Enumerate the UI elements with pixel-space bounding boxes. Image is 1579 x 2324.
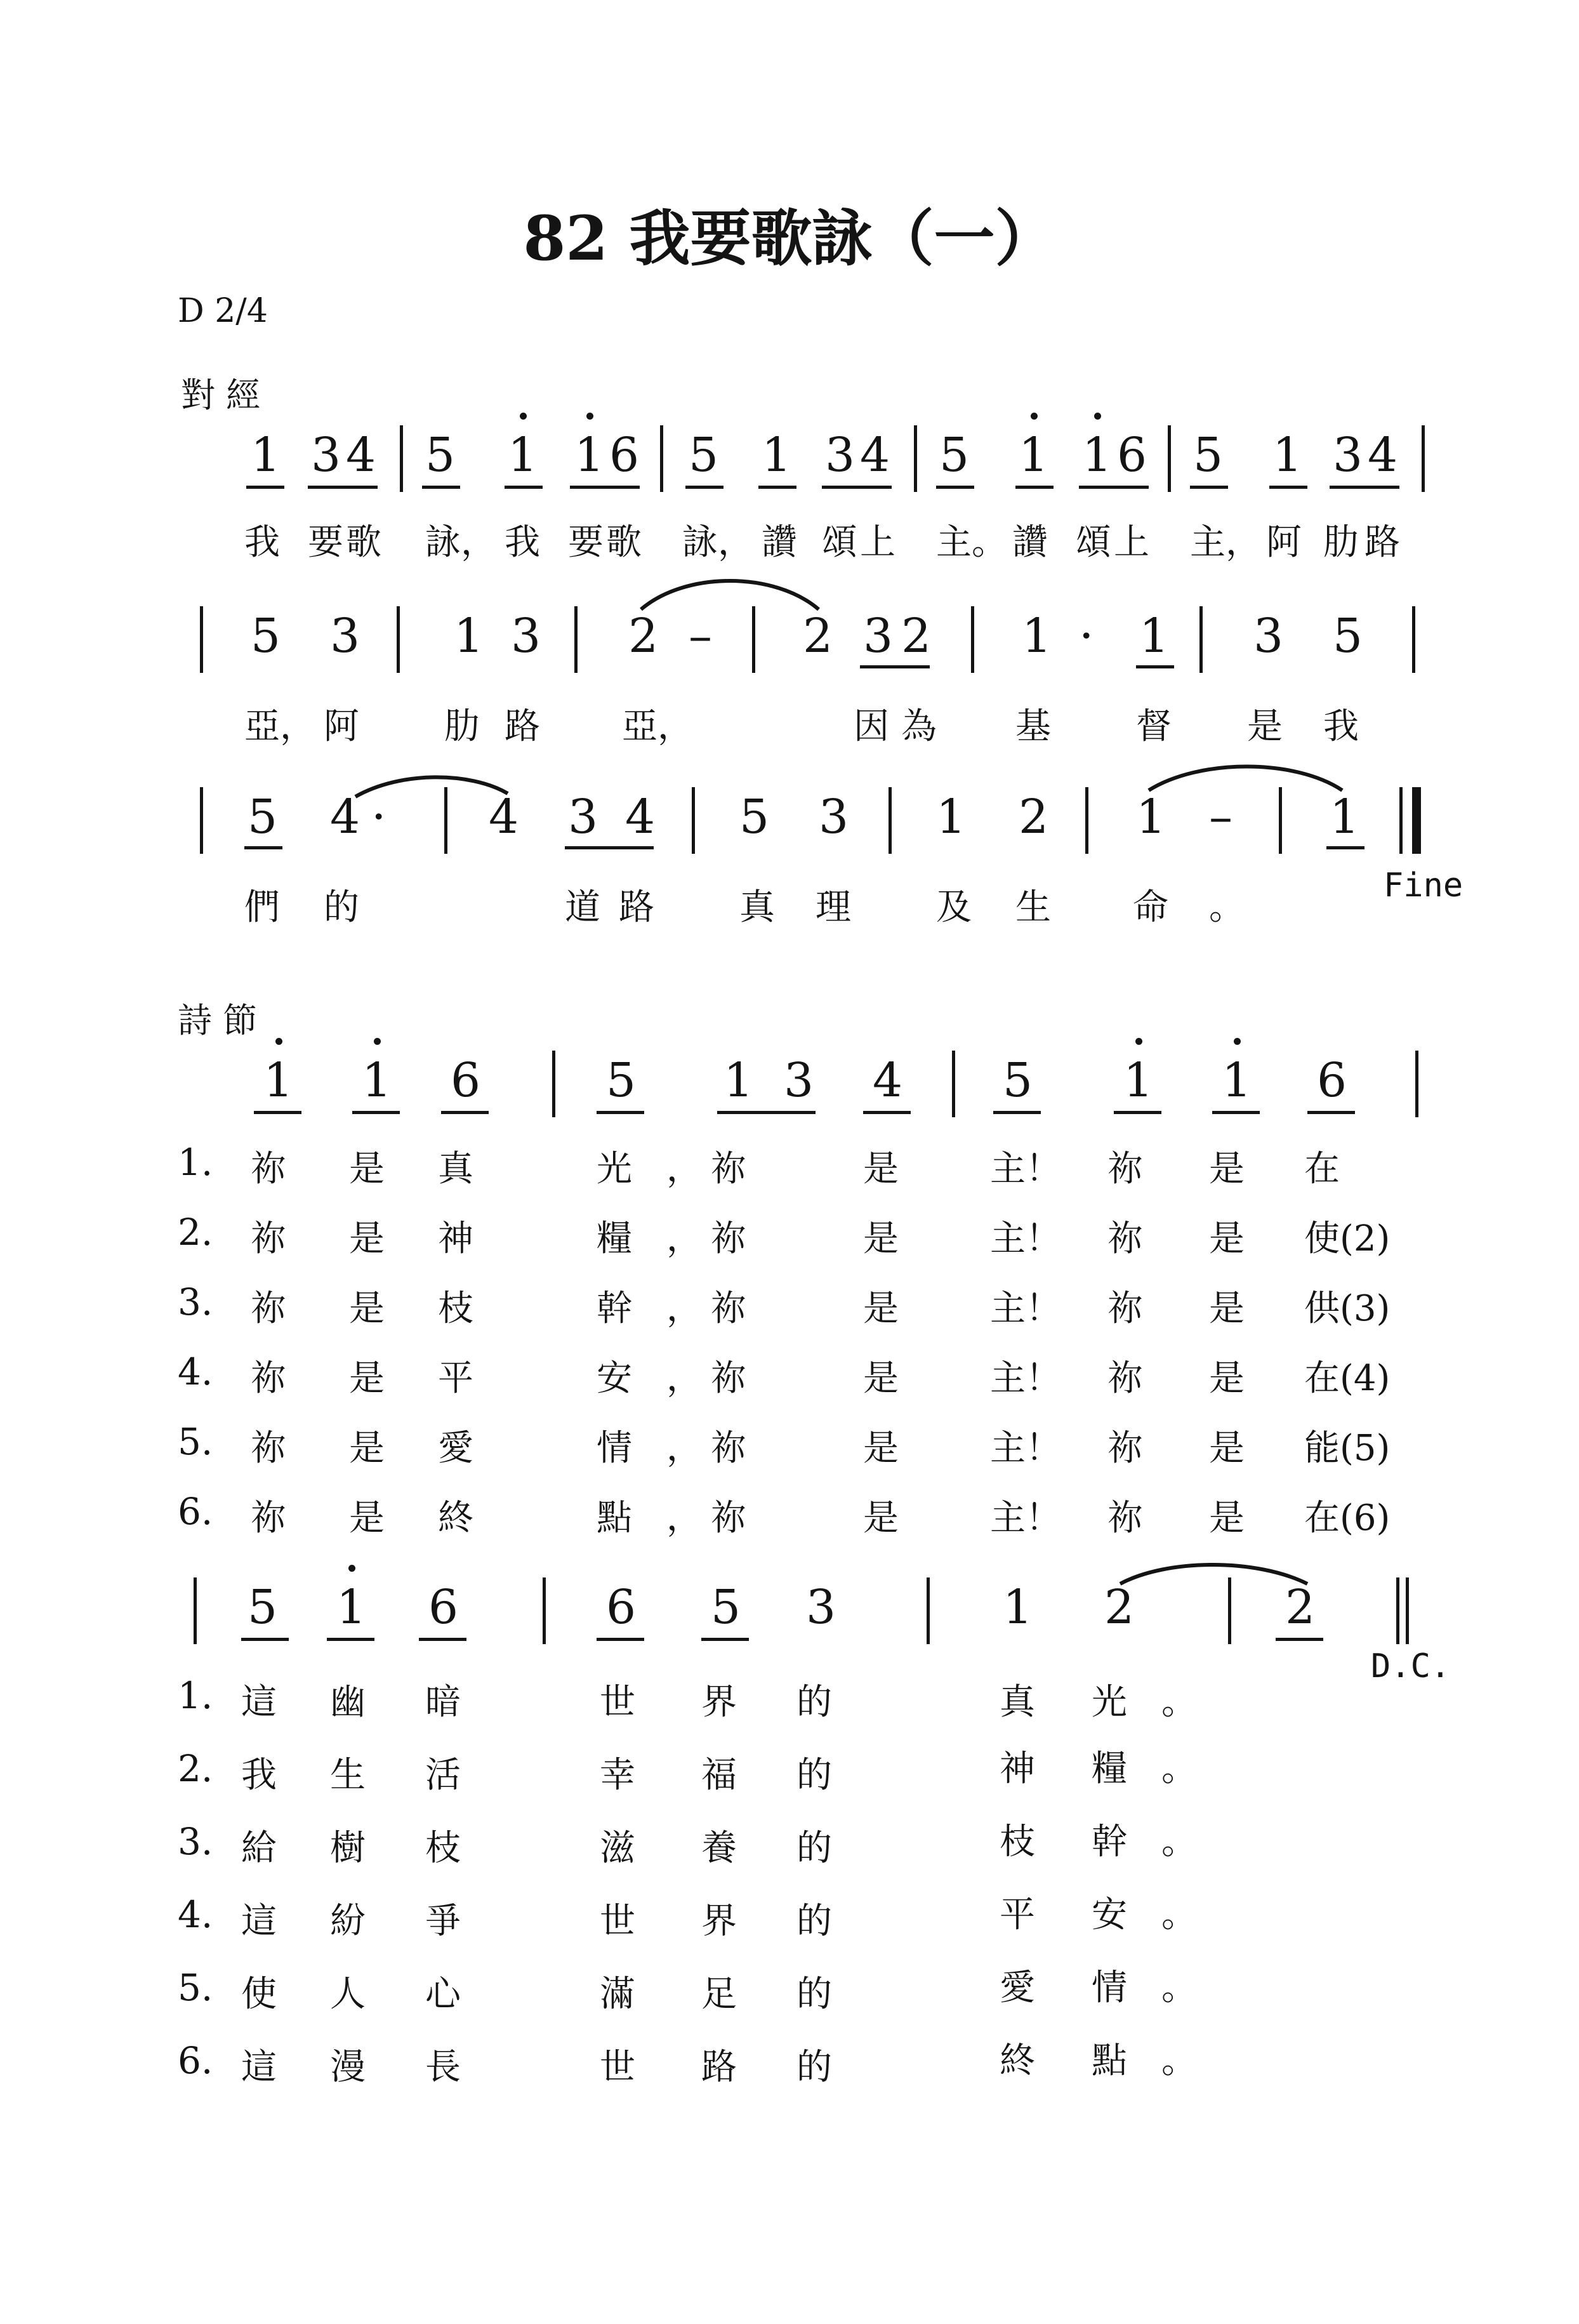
- note: 5: [711, 1580, 741, 1635]
- lyric: 我: [505, 522, 540, 563]
- note: 5: [689, 428, 719, 482]
- lyric: 養: [701, 1828, 737, 1869]
- lyric: 是: [349, 1497, 385, 1539]
- note: 5: [248, 790, 278, 844]
- note-high: 1: [263, 1053, 294, 1108]
- lyric: 是: [349, 1148, 385, 1190]
- lyric: 樹: [330, 1828, 366, 1869]
- note: 5: [251, 609, 281, 663]
- note-high: 1: [508, 428, 538, 482]
- verse-number: 1.: [178, 1141, 213, 1184]
- lyric: 要: [308, 522, 343, 563]
- note: 5: [1193, 428, 1224, 482]
- lyric: 祢: [1107, 1358, 1143, 1399]
- lyric: 亞，: [244, 706, 315, 747]
- refrain-label: 對 經: [181, 375, 261, 415]
- note: 6: [451, 1053, 481, 1108]
- lyric: 長: [425, 2047, 461, 2088]
- note: 5: [425, 428, 456, 482]
- note: 4: [625, 790, 656, 844]
- lyric: 是: [1209, 1428, 1245, 1469]
- lyric: 世: [600, 1901, 635, 1942]
- verse-number: 6.: [178, 2039, 213, 2082]
- note: 3: [568, 790, 598, 844]
- lyric: 祢: [1107, 1497, 1143, 1539]
- lyric: 。: [1161, 2040, 1197, 2082]
- note-high: 1: [574, 428, 605, 482]
- note: 2: [803, 609, 833, 663]
- lyric: 為: [901, 706, 937, 747]
- lyric: 祢: [1107, 1288, 1143, 1329]
- lyric: 主！: [990, 1218, 1061, 1259]
- lyric: 主。: [936, 522, 1007, 563]
- note: 3: [1333, 428, 1363, 482]
- lyric: 平: [438, 1358, 473, 1399]
- verse-number: 4.: [178, 1350, 213, 1393]
- note: 1: [454, 609, 484, 663]
- note: 6: [606, 1580, 637, 1635]
- note-dash: –: [1209, 790, 1232, 844]
- note: 2: [1019, 790, 1049, 844]
- fine-marking: Fine: [1384, 867, 1463, 905]
- lyric: 是: [1209, 1148, 1245, 1190]
- note-dot: ·: [371, 790, 386, 844]
- lyric: 是: [863, 1288, 899, 1329]
- lyric: 。: [1161, 1748, 1197, 1789]
- lyric: 使(2): [1304, 1218, 1391, 1259]
- note-high: 1: [1019, 428, 1049, 482]
- note: 4: [346, 428, 376, 482]
- note: 1: [723, 1053, 754, 1108]
- lyric: 祢: [711, 1148, 746, 1190]
- lyric: 真: [438, 1148, 473, 1190]
- lyric: 真: [739, 887, 775, 928]
- lyric: 終: [1000, 2040, 1035, 2082]
- lyric: 光: [1092, 1682, 1127, 1723]
- lyric: 的: [796, 1682, 832, 1723]
- lyric: 在(4): [1304, 1358, 1391, 1399]
- lyric: 是: [1209, 1358, 1245, 1399]
- lyric: ，: [666, 1148, 702, 1190]
- lyric: 路: [619, 887, 654, 928]
- note-dot: ·: [1079, 609, 1094, 663]
- lyric: ，: [666, 1428, 702, 1469]
- lyric: ，: [666, 1497, 702, 1539]
- lyric: 主！: [990, 1497, 1061, 1539]
- lyric: 幸: [600, 1755, 635, 1796]
- lyric: 幹: [597, 1288, 632, 1329]
- lyric: 的: [796, 1974, 832, 2015]
- lyric: 道: [565, 887, 600, 928]
- lyric: 要: [568, 522, 604, 563]
- verse-number: 3.: [178, 1820, 213, 1863]
- note: 5: [939, 428, 970, 482]
- dc-marking: D.C.: [1371, 1647, 1451, 1685]
- lyric: 祢: [251, 1148, 286, 1190]
- lyric: 安: [597, 1358, 632, 1399]
- lyric: 是: [1209, 1497, 1245, 1539]
- note: 6: [609, 428, 640, 482]
- lyric: 滿: [600, 1974, 635, 2015]
- lyric: 紛: [330, 1901, 366, 1942]
- lyric: 。: [1161, 1821, 1197, 1863]
- lyric: 是: [863, 1358, 899, 1399]
- lyric: 真: [1000, 1682, 1035, 1723]
- lyric: 界: [701, 1682, 737, 1723]
- lyric: 理: [816, 887, 851, 928]
- lyric: 是: [1247, 706, 1283, 747]
- lyric: 主，: [1190, 522, 1261, 563]
- lyric: 給: [241, 1828, 277, 1869]
- lyric: 上: [860, 522, 895, 563]
- lyric: 生: [1015, 887, 1051, 928]
- note: 4: [860, 428, 890, 482]
- note: 3: [511, 609, 541, 663]
- lyric: 暗: [425, 1682, 461, 1723]
- note: 6: [428, 1580, 459, 1635]
- lyric: 世: [600, 2047, 635, 2088]
- lyric: 的: [796, 1755, 832, 1796]
- lyric: 幹: [1092, 1821, 1127, 1863]
- lyric: 們: [244, 887, 280, 928]
- note: 1: [1003, 1580, 1033, 1635]
- lyric: 詠，: [425, 522, 496, 563]
- note: 2: [628, 609, 659, 663]
- verse-number: 5.: [178, 1966, 213, 2009]
- lyric: 是: [349, 1288, 385, 1329]
- note: 5: [1333, 609, 1363, 663]
- note: 6: [1117, 428, 1147, 482]
- lyric: 枝: [1000, 1821, 1035, 1863]
- lyric: 我: [244, 522, 280, 563]
- note-high: 1: [336, 1580, 367, 1635]
- lyric: 祢: [251, 1288, 286, 1329]
- lyric: 祢: [251, 1428, 286, 1469]
- lyric: 神: [438, 1218, 473, 1259]
- lyric: 人: [330, 1974, 366, 2015]
- verse-number: 2.: [178, 1211, 213, 1254]
- lyric: 祢: [1107, 1428, 1143, 1469]
- lyric: 愛: [1000, 1967, 1035, 2009]
- lyric: 生: [330, 1755, 366, 1796]
- lyric: 點: [597, 1497, 632, 1539]
- lyric: 主！: [990, 1428, 1061, 1469]
- lyric: 安: [1092, 1894, 1127, 1936]
- note-high: 1: [1123, 1053, 1154, 1108]
- lyric: 情: [597, 1428, 632, 1469]
- verse-number: 4.: [178, 1893, 213, 1936]
- lyric: 阿: [1266, 522, 1302, 563]
- lyric: 亞，: [622, 706, 693, 747]
- lyric: 歌: [346, 522, 381, 563]
- lyric: 是: [349, 1358, 385, 1399]
- note: 4: [873, 1053, 903, 1108]
- note-high: 1: [1082, 428, 1113, 482]
- lyric: 歌: [606, 522, 642, 563]
- lyric: 這: [241, 2047, 277, 2088]
- lyric: 祢: [711, 1218, 746, 1259]
- note: 2: [1285, 1580, 1316, 1635]
- lyric: 福: [701, 1755, 737, 1796]
- lyric: 心: [425, 1974, 461, 2015]
- note: 5: [248, 1580, 278, 1635]
- lyric: 使: [241, 1974, 277, 2015]
- note: 1: [1272, 428, 1303, 482]
- verse-number: 5.: [178, 1420, 213, 1463]
- lyric: 世: [600, 1682, 635, 1723]
- lyric: 我: [241, 1755, 277, 1796]
- lyric: 這: [241, 1901, 277, 1942]
- lyric: 終: [438, 1497, 473, 1539]
- lyric: 命: [1133, 887, 1168, 928]
- lyric: 路: [505, 706, 540, 747]
- lyric: 活: [425, 1755, 461, 1796]
- lyric: ，: [666, 1288, 702, 1329]
- lyric: 祢: [711, 1428, 746, 1469]
- lyric: 界: [701, 1901, 737, 1942]
- lyric: 是: [1209, 1218, 1245, 1259]
- lyric: 神: [1000, 1748, 1035, 1789]
- lyric: 祢: [711, 1497, 746, 1539]
- note-high: 1: [1222, 1053, 1252, 1108]
- lyric: 是: [863, 1148, 899, 1190]
- lyric: 主！: [990, 1288, 1061, 1329]
- lyric: 因: [854, 706, 889, 747]
- lyric: 肋: [444, 706, 480, 747]
- lyric: 爭: [425, 1901, 461, 1942]
- note: 5: [606, 1053, 637, 1108]
- note: 1: [1330, 790, 1360, 844]
- lyric: ，: [666, 1358, 702, 1399]
- lyric: 主！: [990, 1148, 1061, 1190]
- lyric: 是: [349, 1428, 385, 1469]
- verse-number: 2.: [178, 1747, 213, 1790]
- note: 1: [1022, 609, 1052, 663]
- lyric: 這: [241, 1682, 277, 1723]
- lyric: 光: [597, 1148, 632, 1190]
- lyric: ，: [666, 1218, 702, 1259]
- verse-number: 1.: [178, 1674, 213, 1717]
- lyric: 的: [796, 1901, 832, 1942]
- note: 3: [819, 790, 849, 844]
- lyric: 平: [1000, 1894, 1035, 1936]
- lyric: 及: [936, 887, 972, 928]
- lyric: 。: [1161, 1682, 1197, 1723]
- note: 1: [251, 428, 281, 482]
- lyric: 主！: [990, 1358, 1061, 1399]
- lyric: 祢: [1107, 1218, 1143, 1259]
- lyric: 是: [863, 1497, 899, 1539]
- note: 4: [330, 790, 360, 844]
- note: 4: [489, 790, 519, 844]
- note: 3: [1253, 609, 1284, 663]
- note-dash: –: [689, 609, 712, 663]
- lyric: 在(6): [1304, 1497, 1391, 1539]
- lyric: 枝: [425, 1828, 461, 1869]
- note: 5: [1003, 1053, 1033, 1108]
- note: 1: [1136, 790, 1166, 844]
- verse-label: 詩 節: [178, 1000, 258, 1040]
- lyric: 漫: [330, 2047, 366, 2088]
- lyric: 的: [796, 1828, 832, 1869]
- lyric: 肋: [1323, 522, 1359, 563]
- lyric: 能(5): [1304, 1428, 1391, 1469]
- lyric: 枝: [438, 1288, 473, 1329]
- note: 3: [784, 1053, 814, 1108]
- key-signature: D 2/4: [178, 292, 268, 330]
- note: 4: [1368, 428, 1398, 482]
- lyric: 點: [1092, 2040, 1127, 2082]
- lyric: 糧: [597, 1218, 632, 1259]
- lyric: 。: [1161, 1967, 1197, 2009]
- lyric: 祢: [711, 1288, 746, 1329]
- note: 2: [1104, 1580, 1135, 1635]
- hymn-title: 82 我要歌詠（一）: [523, 203, 1056, 274]
- note: 5: [739, 790, 770, 844]
- lyric: 的: [324, 887, 359, 928]
- lyric: 的: [796, 2047, 832, 2088]
- note: 1: [1139, 609, 1170, 663]
- note-high: 1: [362, 1053, 392, 1108]
- note: 2: [901, 609, 932, 663]
- lyric: 基: [1015, 706, 1051, 747]
- lyric: 上: [1114, 522, 1149, 563]
- lyric: 滋: [600, 1828, 635, 1869]
- lyric: 讚: [1012, 522, 1048, 563]
- lyric: 。: [1209, 887, 1245, 928]
- note: 1: [762, 428, 792, 482]
- lyric: 頌: [1076, 522, 1111, 563]
- lyric: 祢: [251, 1218, 286, 1259]
- lyric: 讚: [762, 522, 797, 563]
- note: 3: [825, 428, 856, 482]
- lyric: 路: [701, 2047, 737, 2088]
- lyric: 足: [701, 1974, 737, 2015]
- lyric: 頌: [822, 522, 857, 563]
- verse-number: 3.: [178, 1280, 213, 1324]
- verse-number: 6.: [178, 1490, 213, 1533]
- lyric: 在: [1304, 1148, 1340, 1190]
- lyric: 情: [1092, 1967, 1127, 2009]
- lyric: 是: [863, 1428, 899, 1469]
- note: 3: [806, 1580, 836, 1635]
- note: 1: [936, 790, 967, 844]
- lyric: 阿: [324, 706, 359, 747]
- note: 6: [1317, 1053, 1347, 1108]
- note: 3: [863, 609, 894, 663]
- note: 3: [330, 609, 360, 663]
- note: 3: [311, 428, 341, 482]
- lyric: 詠，: [682, 522, 753, 563]
- lyric: 是: [863, 1218, 899, 1259]
- lyric: 幽: [330, 1682, 366, 1723]
- lyric: 我: [1323, 706, 1359, 747]
- lyric: 供(3): [1304, 1288, 1391, 1329]
- lyric: 祢: [251, 1358, 286, 1399]
- lyric: 路: [1364, 522, 1400, 563]
- lyric: 愛: [438, 1428, 473, 1469]
- lyric: 是: [349, 1218, 385, 1259]
- lyric: 糧: [1092, 1748, 1127, 1789]
- lyric: 督: [1136, 706, 1172, 747]
- lyric: 祢: [711, 1358, 746, 1399]
- lyric: 祢: [1107, 1148, 1143, 1190]
- lyric: 是: [1209, 1288, 1245, 1329]
- lyric: 祢: [251, 1497, 286, 1539]
- lyric: 。: [1161, 1894, 1197, 1936]
